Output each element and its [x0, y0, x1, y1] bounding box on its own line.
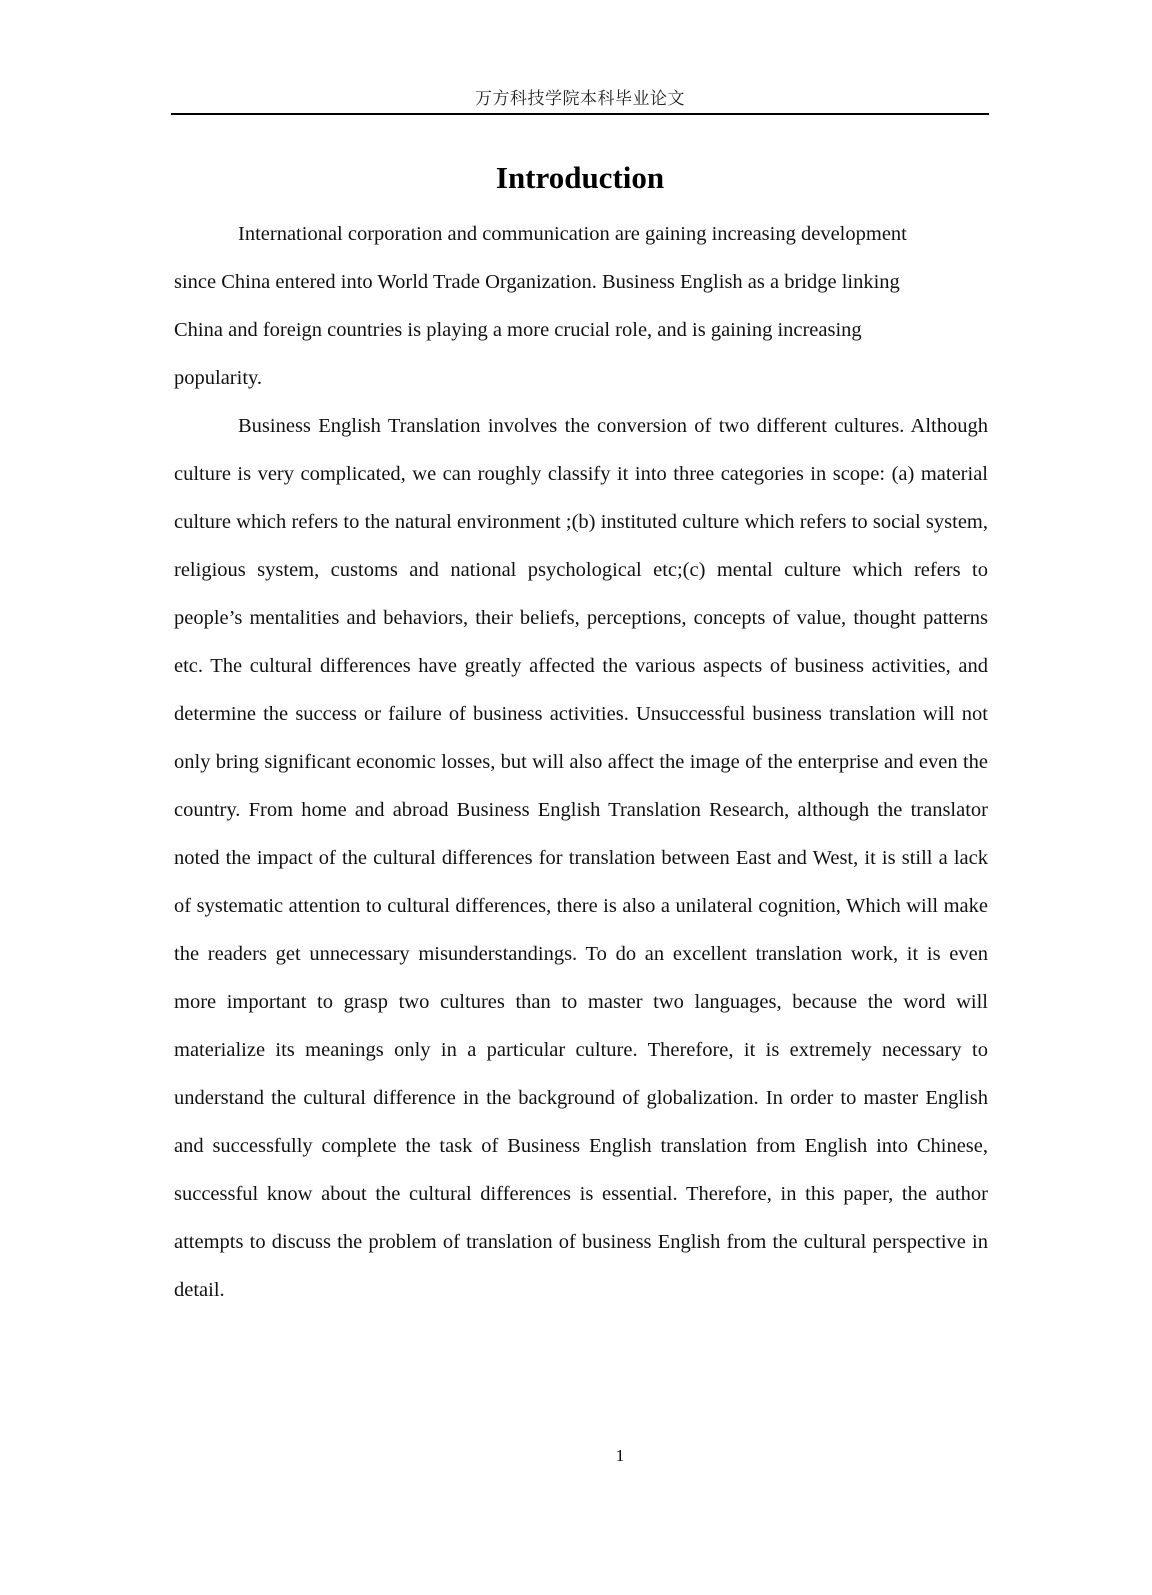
running-header: 万方科技学院本科毕业论文	[475, 89, 685, 108]
paragraph: International corporation and communication are gaining increasing development since China entered into World Trade Organization. Business English as a bridge linking China and foreign countries is playing a more crucial role, and is gaining increasing popularity.	[174, 223, 907, 389]
paragraph: Business English Translation involves the conversion of two different cultures. Although culture is very complicated, we can roughly classify it into three categories in scope: (a) material culture which refers to the natural environment ;(b) instituted culture which refers to social system, religious system, customs and national psychological etc;(c) mental culture which refers to people’s mentalities and behaviors, their beliefs, perceptions, concepts of value, thought patterns etc. The cultural differences have greatly affected the various aspects of business activities, and determine the success or failure of business activities. Unsuccessful business translation will not only bring significant economic losses, but will also affect the image of the enterprise and even the country. From home and abroad Business English Translation Research, although the translator noted the impact of the cultural differences for translation between East and West, it is still a lack of systematic attention to cultural differences, there is also a unilateral cognition, Which will make the readers get unnecessary misunderstandings. To do an excellent translation work, it is even more important to grasp two cultures than to master two languages, because the word will materialize its meanings only in a particular culture. Therefore, it is extremely necessary to understand the cultural difference in the background of globalization. In order to master English and successfully complete the task of Business English translation from English into Chinese, successful know about the cultural differences is essential. Therefore, in this paper, the author attempts to discuss the problem of translation of business English from the cultural perspective in detail.	[174, 415, 988, 1301]
section-title: Introduction	[495, 160, 665, 195]
header-divider	[171, 113, 989, 115]
body-text	[174, 210, 988, 1314]
page-number: 1	[615, 1446, 625, 1465]
